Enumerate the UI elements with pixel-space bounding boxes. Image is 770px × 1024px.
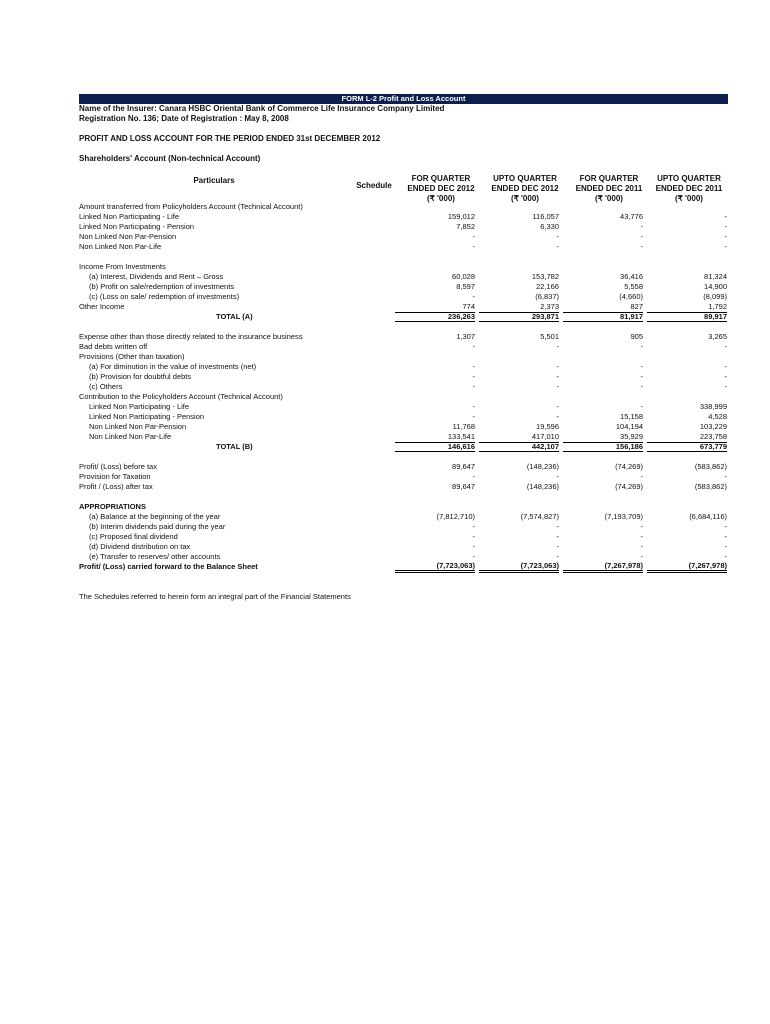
particulars-header: Particulars xyxy=(193,176,235,185)
cell-value: - xyxy=(640,362,643,371)
cell-value: - xyxy=(640,222,643,231)
cell-value: - xyxy=(724,472,727,481)
cell-value: (7,193,709) xyxy=(604,512,643,521)
cell-value: - xyxy=(556,472,559,481)
period-header-unit: (₹ '000) xyxy=(427,194,455,203)
table-row xyxy=(79,482,728,492)
cell-value: - xyxy=(472,362,475,371)
period-header-line1: FOR QUARTER xyxy=(579,174,639,183)
total-row xyxy=(79,442,728,452)
period-header-unit: (₹ '000) xyxy=(675,194,703,203)
row-label: Linked Non Participating - Life xyxy=(79,212,180,221)
row-label: Non Linked Non Par-Life xyxy=(89,432,172,441)
cell-value: 8,597 xyxy=(456,282,475,291)
cell-value: - xyxy=(472,342,475,351)
row-label: Expense other than those directly related to the insurance business xyxy=(79,332,303,341)
row-label: Linked Non Participating - Pension xyxy=(79,222,195,231)
cell-value: 442,107 xyxy=(479,442,559,452)
cell-value: - xyxy=(556,402,559,411)
period-header xyxy=(647,174,731,204)
row-label: Provisions (Other than taxation) xyxy=(79,352,185,361)
cell-value: (6,837) xyxy=(535,292,559,301)
cell-value: 159,012 xyxy=(447,212,475,221)
cell-value: 223,758 xyxy=(699,432,727,441)
row-label: Profit/ (Loss) carried forward to the Balance Sheet xyxy=(79,562,258,571)
schedule-header: Schedule xyxy=(356,181,392,190)
cell-value: (7,812,710) xyxy=(436,512,475,521)
cell-value: 1,307 xyxy=(456,332,475,341)
cell-value: 7,852 xyxy=(456,222,475,231)
cell-value: 3,265 xyxy=(708,332,727,341)
column-headers xyxy=(79,174,728,202)
cell-value: (583,862) xyxy=(694,462,727,471)
cell-value: 673,779 xyxy=(647,442,727,452)
cell-value: - xyxy=(472,552,475,561)
table-row xyxy=(79,272,728,282)
total-row xyxy=(79,312,728,322)
cell-value: - xyxy=(472,412,475,421)
cell-value: (4,660) xyxy=(619,292,643,301)
cell-value: - xyxy=(556,532,559,541)
row-label: Profit / (Loss) after tax xyxy=(79,482,153,491)
table-row xyxy=(79,522,728,532)
row-label: (b) Profit on sale/redemption of investments xyxy=(89,282,235,291)
form-title-bar: FORM L-2 Profit and Loss Account xyxy=(79,94,728,104)
cell-value: - xyxy=(724,552,727,561)
cell-value: (7,723,063) xyxy=(395,562,475,573)
cell-value: - xyxy=(556,372,559,381)
cell-value: - xyxy=(472,382,475,391)
row-label: (a) For diminution in the value of investments (net) xyxy=(89,362,257,371)
cell-value: 133,541 xyxy=(447,432,475,441)
row-label: Other Income xyxy=(79,302,125,311)
table-row xyxy=(79,392,728,402)
cell-value: - xyxy=(472,372,475,381)
cell-value: (148,236) xyxy=(526,462,559,471)
cell-value: 15,158 xyxy=(620,412,643,421)
cell-value: 236,263 xyxy=(395,312,475,322)
cell-value: - xyxy=(640,242,643,251)
table-row xyxy=(79,332,728,342)
statement-title: PROFIT AND LOSS ACCOUNT FOR THE PERIOD ENDED 31st DECEMBER 2012 xyxy=(79,134,381,143)
cell-value: 153,782 xyxy=(531,272,559,281)
cell-value: 11,768 xyxy=(452,422,475,431)
cell-value: (7,267,978) xyxy=(563,562,643,573)
cell-value: (148,236) xyxy=(526,482,559,491)
cell-value: 89,647 xyxy=(452,482,475,491)
table-row xyxy=(79,422,728,432)
row-label: (b) Provision for doubtful debts xyxy=(89,372,192,381)
cell-value: 905 xyxy=(630,332,643,341)
cell-value: 5,501 xyxy=(540,332,559,341)
cell-value: 2,373 xyxy=(540,302,559,311)
cell-value: 104,194 xyxy=(615,422,643,431)
cell-value: - xyxy=(640,542,643,551)
row-label: Contribution to the Policyholders Account (Technical Account) xyxy=(79,392,283,401)
cell-value: - xyxy=(640,472,643,481)
cell-value: - xyxy=(724,212,727,221)
cell-value: 35,929 xyxy=(620,432,643,441)
cell-value: 81,324 xyxy=(704,272,727,281)
cell-value: - xyxy=(640,522,643,531)
row-label: Non Linked Non Par-Pension xyxy=(89,422,187,431)
cell-value: 22,166 xyxy=(536,282,559,291)
table-row xyxy=(79,302,728,312)
row-label: Linked Non Participating - Pension xyxy=(89,412,205,421)
cell-value: - xyxy=(472,522,475,531)
spacer xyxy=(79,452,728,462)
cell-value: 146,616 xyxy=(395,442,475,452)
cell-value: 338,999 xyxy=(699,402,727,411)
period-header xyxy=(399,174,483,204)
period-header-unit: (₹ '000) xyxy=(595,194,623,203)
spacer xyxy=(79,492,728,502)
cell-value: - xyxy=(556,412,559,421)
period-header-line2: ENDED DEC 2012 xyxy=(491,184,559,193)
cell-value: - xyxy=(724,232,727,241)
cell-value: 5,558 xyxy=(624,282,643,291)
table-row xyxy=(79,502,728,512)
cell-value: - xyxy=(556,522,559,531)
table-row xyxy=(79,412,728,422)
cell-value: - xyxy=(556,382,559,391)
table-row xyxy=(79,542,728,552)
cell-value: 36,416 xyxy=(620,272,643,281)
table-row xyxy=(79,372,728,382)
table-row xyxy=(79,212,728,222)
table-row xyxy=(79,282,728,292)
cell-value: - xyxy=(556,342,559,351)
statement-rows xyxy=(79,202,728,572)
cell-value: - xyxy=(640,342,643,351)
cell-value: 89,917 xyxy=(647,312,727,322)
cell-value: - xyxy=(640,372,643,381)
cell-value: (583,862) xyxy=(694,482,727,491)
cell-value: 89,647 xyxy=(452,462,475,471)
cell-value: 774 xyxy=(462,302,475,311)
row-label: APPROPRIATIONS xyxy=(79,502,146,511)
cell-value: 103,229 xyxy=(699,422,727,431)
spacer xyxy=(79,322,728,332)
cell-value: - xyxy=(724,242,727,251)
table-row xyxy=(79,512,728,522)
table-row xyxy=(79,432,728,442)
row-label: (e) Transfer to reserves/ other accounts xyxy=(89,552,221,561)
row-label: Profit/ (Loss) before tax xyxy=(79,462,157,471)
cell-value: (7,574,827) xyxy=(520,512,559,521)
cell-value: - xyxy=(472,542,475,551)
period-header-unit: (₹ '000) xyxy=(511,194,539,203)
cell-value: - xyxy=(640,532,643,541)
row-label: Non Linked Non Par-Pension xyxy=(79,232,177,241)
table-row xyxy=(79,532,728,542)
section-title: Shareholders' Account (Non-technical Account) xyxy=(79,154,261,163)
row-label: (a) Interest, Dividends and Rent – Gross xyxy=(89,272,224,281)
row-label: Bad debts written off xyxy=(79,342,148,351)
cell-value: - xyxy=(724,342,727,351)
cell-value: - xyxy=(724,532,727,541)
period-header xyxy=(483,174,567,204)
table-row xyxy=(79,462,728,472)
cell-value: 116,057 xyxy=(532,212,559,221)
footnote: The Schedules referred to herein form an integral part of the Financial Statements xyxy=(79,592,351,601)
row-label: (b) Interim dividends paid during the year xyxy=(89,522,226,531)
cell-value: - xyxy=(724,222,727,231)
cell-value: - xyxy=(724,362,727,371)
period-header xyxy=(567,174,651,204)
period-header-line1: UPTO QUARTER xyxy=(657,174,721,183)
cell-value: - xyxy=(556,232,559,241)
table-row xyxy=(79,202,728,212)
cell-value: - xyxy=(556,362,559,371)
row-label: (d) Dividend distribution on tax xyxy=(89,542,191,551)
table-row xyxy=(79,402,728,412)
row-label: TOTAL (B) xyxy=(216,442,253,451)
row-label: (c) (Loss on sale/ redemption of investments) xyxy=(89,292,240,301)
cell-value: - xyxy=(472,232,475,241)
table-row xyxy=(79,342,728,352)
cell-value: 60,028 xyxy=(452,272,475,281)
cell-value: 417,010 xyxy=(531,432,559,441)
cell-value: (7,723,063) xyxy=(479,562,559,573)
row-label: (c) Others xyxy=(89,382,123,391)
table-row xyxy=(79,472,728,482)
cell-value: 14,900 xyxy=(704,282,727,291)
cell-value: - xyxy=(472,472,475,481)
period-header-line2: ENDED DEC 2011 xyxy=(575,184,643,193)
cell-value: - xyxy=(640,402,643,411)
row-label: TOTAL (A) xyxy=(216,312,253,321)
cell-value: 6,330 xyxy=(540,222,559,231)
table-row xyxy=(79,362,728,372)
cell-value: 1,792 xyxy=(708,302,727,311)
period-header-line2: ENDED DEC 2012 xyxy=(407,184,475,193)
cell-value: - xyxy=(640,552,643,561)
table-row xyxy=(79,232,728,242)
cell-value: (6,684,116) xyxy=(689,512,727,521)
carried-forward-row xyxy=(79,562,728,572)
cell-value: 827 xyxy=(630,302,643,311)
table-row xyxy=(79,292,728,302)
cell-value: - xyxy=(556,242,559,251)
cell-value: 4,528 xyxy=(708,412,727,421)
cell-value: (7,267,978) xyxy=(647,562,727,573)
cell-value: 156,186 xyxy=(563,442,643,452)
insurer-name: Name of the Insurer: Canara HSBC Oriental Bank of Commerce Life Insurance Company Limited xyxy=(79,104,445,113)
cell-value: - xyxy=(556,542,559,551)
row-label: (a) Balance at the beginning of the year xyxy=(89,512,221,521)
cell-value: - xyxy=(472,242,475,251)
table-row xyxy=(79,382,728,392)
financial-statement-page xyxy=(79,94,728,602)
table-row xyxy=(79,222,728,232)
spacer xyxy=(79,572,728,582)
cell-value: - xyxy=(556,552,559,561)
cell-value: 293,871 xyxy=(479,312,559,322)
period-header-line2: ENDED DEC 2011 xyxy=(655,184,723,193)
cell-value: (74,269) xyxy=(615,482,643,491)
cell-value: - xyxy=(640,382,643,391)
registration-info: Registration No. 136; Date of Registration : May 8, 2008 xyxy=(79,114,289,123)
period-header-line1: FOR QUARTER xyxy=(411,174,471,183)
row-label: (c) Proposed final dividend xyxy=(89,532,178,541)
row-label: Amount transferred from Policyholders Account (Technical Account) xyxy=(79,202,303,211)
cell-value: - xyxy=(724,372,727,381)
row-label: Linked Non Participating - Life xyxy=(89,402,190,411)
cell-value: 43,776 xyxy=(620,212,643,221)
cell-value: 81,917 xyxy=(563,312,643,322)
cell-value: 19,596 xyxy=(536,422,559,431)
row-label: Non Linked Non Par-Life xyxy=(79,242,162,251)
cell-value: - xyxy=(472,402,475,411)
cell-value: - xyxy=(724,542,727,551)
period-header-line1: UPTO QUARTER xyxy=(493,174,557,183)
cell-value: (74,269) xyxy=(615,462,643,471)
row-label: Income From Investments xyxy=(79,262,166,271)
row-label: Provision for Taxation xyxy=(79,472,151,481)
cell-value: - xyxy=(724,522,727,531)
cell-value: - xyxy=(724,382,727,391)
table-row xyxy=(79,242,728,252)
cell-value: (8,099) xyxy=(703,292,727,301)
cell-value: - xyxy=(472,292,475,301)
table-row xyxy=(79,262,728,272)
spacer xyxy=(79,252,728,262)
cell-value: - xyxy=(472,532,475,541)
table-row xyxy=(79,352,728,362)
cell-value: - xyxy=(640,232,643,241)
